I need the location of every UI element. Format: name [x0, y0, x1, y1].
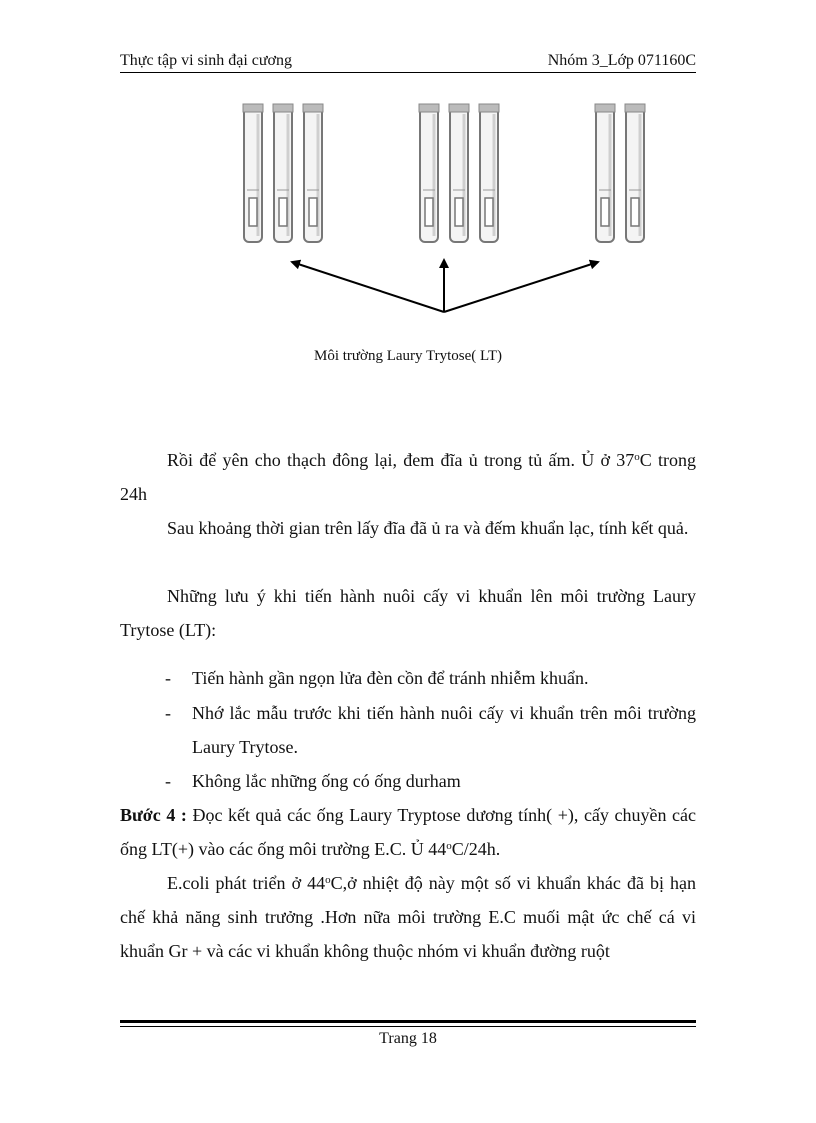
- header-rule: [120, 72, 696, 73]
- tube-group-right: [595, 104, 650, 242]
- test-tube: [449, 104, 469, 242]
- running-header-right: Nhóm 3_Lớp 071160C: [547, 52, 696, 69]
- bullet-dash: -: [165, 668, 171, 688]
- test-tube: [479, 104, 499, 242]
- paragraph-2: Sau khoảng thời gian trên lấy đĩa đã ủ ra và đếm khuẩn lạc, tính kết quả.: [167, 518, 689, 538]
- paragraph-1-unit: C trong 24h: [120, 450, 696, 504]
- tube-group-middle: [419, 104, 499, 242]
- degree-sup: o: [446, 840, 452, 852]
- degree-sup: o: [634, 451, 640, 463]
- running-header-left: Thực tập vi sinh đại cương: [120, 52, 292, 69]
- bullet-item: [165, 661, 696, 695]
- step-4-text: Đọc kết quả các ống Laury Tryptose dương tính( +), cấy chuyền các ống LT(+) vào các ống môi trường E.C. Ủ 44: [120, 805, 696, 859]
- paragraph-3: Những lưu ý khi tiến hành nuôi cấy vi khuẩn lên môi trường Laury Trytose (LT):: [120, 586, 696, 640]
- paragraph-5-text-a: E.coli phát triển ở 44: [167, 873, 326, 893]
- arrow-left: [292, 262, 444, 312]
- paragraph-1: [120, 443, 696, 511]
- bullet-dash: -: [165, 703, 171, 723]
- bullet-text: Nhớ lắc mẫu trước khi tiến hành nuôi cấy vi khuẩn trên môi trường Laury Trytose.: [192, 703, 696, 757]
- bullet-item: [165, 696, 696, 764]
- arrows: [292, 260, 598, 312]
- test-tube: [273, 104, 293, 242]
- page-number: Trang 18: [379, 1030, 437, 1047]
- bullet-item: [165, 764, 696, 798]
- test-tube: [243, 104, 263, 242]
- footer-rule-thick: [120, 1020, 696, 1023]
- test-tube-diagram: [230, 100, 650, 320]
- footer-rule-thin: [120, 1026, 696, 1027]
- test-tube: [303, 104, 323, 242]
- bullet-dash: -: [165, 771, 171, 791]
- bullet-text: Tiến hành gần ngọn lửa đèn cồn để tránh nhiễm khuẩn.: [192, 668, 589, 688]
- step-4-paragraph: [120, 798, 696, 866]
- test-tube: [419, 104, 439, 242]
- paragraph-5: [120, 866, 696, 968]
- step-4-unit: C/24h.: [451, 839, 501, 859]
- test-tube: [625, 104, 645, 242]
- step-4-label: Bước 4 :: [120, 805, 187, 825]
- paragraph-5-text-b: C,ở nhiệt độ này một số vi khuẩn khác đã bị hạn chế khả năng sinh trưởng .Hơn nữa môi trường E.C muối mật ức chế cá vi khuẩn Gr + và các vi khuẩn không thuộc nhóm vi khuẩn đường ruột: [120, 873, 697, 961]
- tube-group-left: [243, 104, 323, 242]
- bullet-text: Không lắc những ống có ống durham: [192, 771, 461, 791]
- degree-sup: o: [325, 874, 331, 886]
- arrow-right: [444, 262, 598, 312]
- test-tube: [595, 104, 615, 242]
- figure-caption: Môi trường Laury Trytose( LT): [313, 348, 502, 364]
- paragraph-1-text: Rồi để yên cho thạch đông lại, đem đĩa ủ trong tủ ấm. Ủ ở 37: [167, 450, 635, 470]
